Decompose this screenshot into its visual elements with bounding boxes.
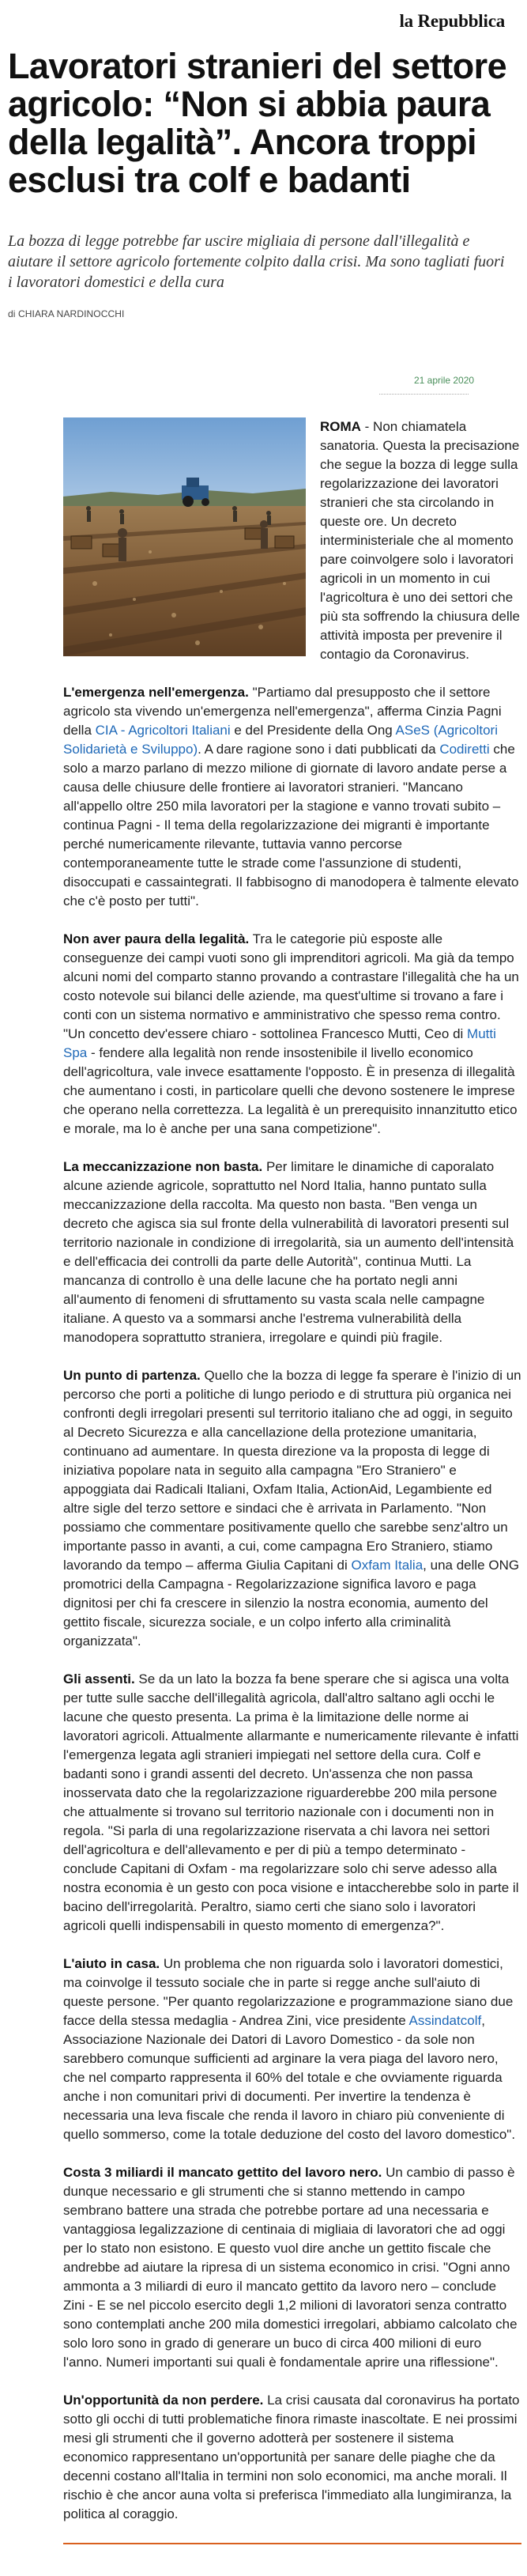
paragraph-text: Per limitare le dinamiche di caporalato alcune aziende agricole, soprattutto nel Nord Italia, hanno puntato sulla meccanizzazione della raccolta. Ma questo non basta. "Ben venga un decreto che agisca sia sul fronte della vulnerabilità di lavoratori presenti sul territorio nazionale in condizione di irregolarità, sia un aumento dell'intensità e dell'efficacia dei controlli da parte delle Autorità", continua Mutti. La mancanza di controllo è una delle lacune che ha portato negli anni all'aumento di fenomeni di sfruttamento su vasta scala nelle campagne italiane. A questo va a sommarsi anche l'estrema vulnerabilità della manodopera soprattutto straniera, irregolare e quindi più fragile.: [63, 1159, 514, 1345]
section-heading: L'aiuto in casa.: [63, 1956, 160, 1971]
paragraph-text: Un problema che non riguarda solo i lavoratori domestici, ma coinvolge il tessuto sociale che in parte si regge anche sull'aiuto di queste persone. "Per quanto regolarizzazione e programmazione siano due facce della stessa medaglia - Andrea Zini, vice presidente: [63, 1956, 514, 2028]
section-heading: Gli assenti.: [63, 1671, 135, 1686]
paragraph-text: Un cambio di passo è dunque necessario e gli strumenti che si stanno mettendo in campo sembrano battere una strada che potrebbe portare ad una necessaria e vantaggiosa legalizzazione di centinaia di migliaia di lavoratori che ad oggi per lo stato non esistono. E questo vuol dire anche un gettito fiscale che andrebbe ad aiutare la ripresa di un sistema economico in crisi. "Ogni anno ammonta a 3 miliardi di euro il mancato gettito da lavoro nero – conclude Zini - E se nel piccolo esercito degli 1,2 milioni di lavoratori senza contratto sono contemplati anche 200 mila domestici irregolari, abbiamo calcolato che solo loro sono in grado di generare un buco di circa 400 milioni di euro l'anno. Numeri importanti sui quali è fondamentale aprire una riflessione".: [63, 2165, 518, 2370]
paragraph-text: , una delle ONG promotrici della Campagna - Regolarizzazione significa lavoro e paga dignitosi per chi fa crescere in silenzio la nostra economia, aumento del gettito fiscale, sicurezza sociale, e un colpo inferto alla criminalità organizzata".: [63, 1558, 520, 1649]
section-emergenza: [63, 683, 521, 911]
link-oxfam[interactable]: Oxfam Italia: [351, 1558, 423, 1573]
section-meccanizzazione: [63, 1158, 521, 1347]
date-row: [0, 367, 527, 397]
paragraph-text: La crisi causata dal coronavirus ha portato sotto gli occhi di tutti problematiche finora rimaste inascoltate. E nei prossimi mesi gli strumenti che il governo adotterà per sostenere il sistema economico rappresentano un'opportunità per sanare delle piaghe che da decenni costano all'Italia in termini non solo economici, ma anche morali. Il rischio è che ancor auna volta si preferisca l'immediato alla lungimiranza, la politica al coraggio.: [63, 2393, 520, 2521]
section-opportunita: [63, 2391, 521, 2524]
section-heading: L'emergenza nell'emergenza.: [63, 685, 249, 700]
article-end-rule: [63, 2543, 521, 2544]
lead-text: - Non chiamatela sanatoria. Questa la precisazione che segue la bozza di legge sulla regolarizzazione dei lavoratori stranieri che sta circolando in queste ore. Un decreto interministeriale che al momento pare coinvolgere solo i lavoratori agricoli in un momento in cui l'agricoltura è uno dei settori che più sta soffrendo la chiusura delle attività imposta per prevenire il contagio da Coronavirus.: [320, 419, 520, 662]
section-heading: Un'opportunità da non perdere.: [63, 2393, 264, 2408]
article-summary: La bozza di legge potrebbe far uscire migliaia di persone dall'illegalità e aiutare il settore agricolo fortemente colpito dalla crisi. Ma sono tagliati fuori i lavoratori domestici e della cura: [8, 232, 505, 291]
publish-date: 21 aprile 2020: [414, 375, 475, 386]
section-gettito: [63, 2163, 521, 2372]
section-heading: La meccanizzazione non basta.: [63, 1159, 263, 1174]
brand-logo[interactable]: la Repubblica: [399, 11, 505, 31]
lead-block: [63, 417, 521, 683]
masthead: [0, 0, 527, 47]
article-body: [63, 417, 521, 2524]
dateline-city: ROMA: [320, 419, 361, 434]
link-ases[interactable]: ASeS (Agricoltori Solidarietà e Sviluppo): [63, 723, 498, 757]
section-assenti: [63, 1670, 521, 1936]
paragraph-text: e del Presidente della Ong: [230, 723, 396, 738]
section-partenza: [63, 1366, 521, 1651]
byline: di CHIARA NARDINOCCHI: [8, 308, 125, 319]
paragraph-text: che solo a marzo parlano di mezzo milione di giornate di lavoro andate perse a causa delle chiusure delle frontiere ai lavoratori stranieri. "Mancano all'appello oltre 250 mila lavoratori per la stagione e vanno trovati subito – continua Pagni - Il tema della regolarizzazione dei migranti è importante perché numericamente rilevante, tuttavia vanno percorse contemporaneamente tutte le strade come l'assunzione di studenti, disoccupati e cassaintegrati. Il fabbisogno di manodopera è talmente elevato che c'è posto per tutti".: [63, 742, 519, 908]
paragraph-text: Tra le categorie più esposte alle conseguenze dei campi vuoti sono gli imprenditori agricoli. Ma già da tempo alcuni nomi del comparto stanno provando a contrastare l'illegalità che ha un costo notevole sui bilanci delle aziende, ma quest'ultime si trovano a fare i conti con un sistema normativo e amministrativo che spesso rema contro. "Un concetto dev'essere chiaro - sottolinea Francesco Mutti, Ceo di: [63, 931, 519, 1041]
section-legalita: [63, 930, 521, 1139]
section-heading: Non aver paura della legalità.: [63, 931, 250, 946]
link-cia[interactable]: CIA - Agricoltori Italiani: [95, 723, 231, 738]
headline: Lavoratori stranieri del settore agricolo: “Non si abbia paura della legalità”. Ancora troppi esclusi tra colf e badanti: [8, 46, 507, 200]
paragraph-text: Se da un lato la bozza fa bene sperare che si agisca una volta per tutte sulle sacche dell'illegalità agricola, dall'altro saltano agli occhi le lacune che questo presenta. La prima è la limitazione delle norme ai lavoratori agricoli. Attualmente allarmante e numericamente rilevante è infatti l'emergenza legata agli stranieri impiegati nel settore della cura. Colf e badanti sono i grandi assenti del decreto. Un'assenza che non passa inosservata dato che la regolarizzazione riguarderebbe 200 mila persone che attualmente si trovano sul territorio nazionale con i documenti non in regola. "Si parla di una regolarizzazione riservata a chi lavora nei settori dell'agricoltura e dell'allevamento e per di più a tempo determinato - conclude Capitani di Oxfam - ma regolarizzare solo chi serve adesso alla nostra economia è un gesto con poca visione e intaccherebbe solo in parte il bacino dell'irregolarità. Peraltro, siamo certi che siano solo i lavoratori agricoli quelli indispensabili in questo momento di emergenza?".: [63, 1671, 519, 1933]
paragraph-text: - fendere alla legalità non rende insostenibile il livello economico dell'agricoltura, vale invece esattamente l'opposto. È in presenza di illegalità che aumentano i costi, in particolare quelli che devono sostenere le imprese che operano nella correttezza. La legalità è un prerequisito innanzitutto etico e morale, ma lo è anche per una sana competizione".: [63, 1045, 518, 1136]
photo-image: [63, 417, 306, 656]
section-heading: Un punto di partenza.: [63, 1368, 201, 1383]
date-divider: [379, 394, 469, 395]
farmworkers-field-photo: [63, 417, 306, 656]
section-heading: Costa 3 miliardi il mancato gettito del lavoro nero.: [63, 2165, 382, 2180]
link-codiretti[interactable]: Codiretti: [439, 742, 490, 757]
link-assindatcolf[interactable]: Assindatcolf: [408, 2013, 482, 2028]
paragraph-text: "Partiamo dal presupposto che il settore agricolo sta vivendo un'emergenza nell'emergenza", afferma Cinzia Pagni della: [63, 685, 502, 738]
link-mutti[interactable]: Mutti Spa: [63, 1026, 496, 1060]
paragraph-text: . A dare ragione sono i dati pubblicati da: [198, 742, 440, 757]
paragraph-text: , Associazione Nazionale dei Datori di Lavoro Domestico - da sole non sarebbero comunque sufficienti ad arginare la vera piaga del lavoro nero, che nel comparto rappresenta il 60% del totale e che ovviamente riguarda anche i non comunitari privi di documenti. Per invertire la tendenza è necessaria una leva fiscale che renda il lavoro in chiaro più conveniente di quello sommerso, come la totale deduzione del costo del lavoro domestico".: [63, 2013, 516, 2142]
section-aiuto-casa: [63, 1955, 521, 2144]
paragraph-text: Quello che la bozza di legge fa sperare è l'inizio di un percorso che porti a politiche di lungo periodo e di struttura più organica nei confronti degli irregolari presenti sul territorio italiano che ad oggi, in seguito al Decreto Sicurezza e alla cancellazione della protezione umanitaria, continuano ad aumentare. In questa direzione va la proposta di legge di iniziativa popolare nata in seguito alla campagna "Ero Straniero" e appoggiata dai Radicali Italiani, Oxfam Italia, ActionAid, Legambiente ed altre sigle del terzo settore e sindaci che è arrivata in Parlamento. "Non possiamo che commentare positivamente quello che sarebbe senz'altro un importante passo in avanti, a cui, come campagna Ero Straniero, stiamo lavorando da tempo – afferma Giulia Capitani di: [63, 1368, 521, 1573]
